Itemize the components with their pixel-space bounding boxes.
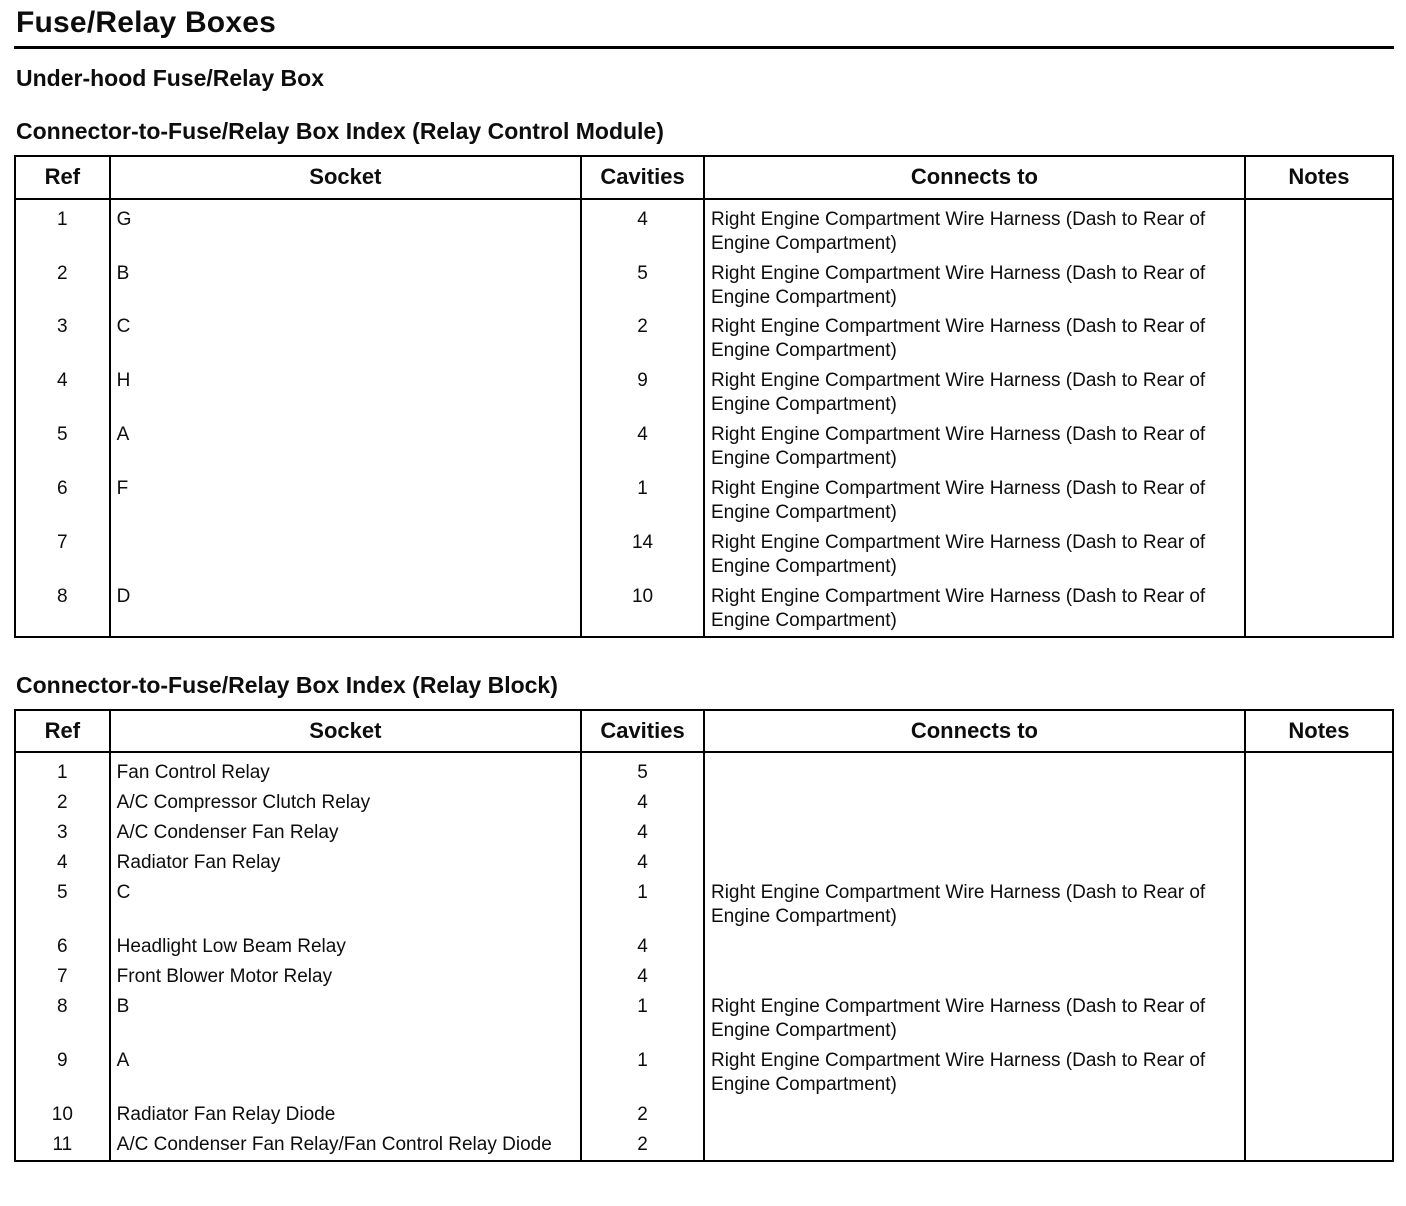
cavities-cell: 4: [581, 962, 704, 992]
table-row: [15, 259, 1393, 313]
cavities-cell: 1: [581, 878, 704, 932]
relay-block-title: Connector-to-Fuse/Relay Box Index (Relay Block): [16, 671, 558, 698]
notes-cell: [1245, 528, 1393, 582]
cavities-cell: 4: [581, 420, 704, 474]
column-header-notes: Notes: [1245, 710, 1393, 753]
cavities-cell: 4: [581, 848, 704, 878]
notes-cell: [1245, 366, 1393, 420]
ref-cell: 2: [57, 262, 68, 284]
connects-to-cell: Right Engine Compartment Wire Harness (Dash to Rear of Engine Compartment): [704, 366, 1245, 420]
table-header: [15, 156, 1393, 199]
ref-cell: 5: [57, 882, 68, 904]
connects-to-cell: Right Engine Compartment Wire Harness (Dash to Rear of Engine Compartment): [704, 312, 1245, 366]
socket-cell: C: [110, 312, 581, 366]
notes-cell: [1245, 878, 1393, 932]
connects-to-cell: Right Engine Compartment Wire Harness (Dash to Rear of Engine Compartment): [704, 420, 1245, 474]
table-row: [15, 474, 1393, 528]
connects-to-cell: [704, 1100, 1245, 1130]
socket-cell: Fan Control Relay: [110, 752, 581, 788]
ref-cell: 4: [57, 370, 68, 392]
table-row: [15, 962, 1393, 992]
table-row: [15, 366, 1393, 420]
socket-cell: A/C Condenser Fan Relay/Fan Control Relay Diode: [110, 1130, 581, 1161]
table-body: [15, 752, 1393, 1160]
table-body: [15, 199, 1393, 637]
ref-cell: 4: [57, 852, 68, 874]
socket-cell: A: [110, 1046, 581, 1100]
cavities-cell: 10: [581, 582, 704, 637]
table-row: [15, 878, 1393, 932]
cavities-cell: 2: [581, 1130, 704, 1161]
header-row: [15, 710, 1393, 753]
cavities-cell: 4: [581, 199, 704, 259]
table-row: [15, 752, 1393, 788]
ref-cell: 3: [57, 822, 68, 844]
notes-cell: [1245, 582, 1393, 637]
column-header-socket: Socket: [110, 710, 581, 753]
ref-cell: 6: [57, 936, 68, 958]
table-row: [15, 1100, 1393, 1130]
column-header-ref: Ref: [15, 710, 110, 753]
socket-cell: Radiator Fan Relay Diode: [110, 1100, 581, 1130]
relay-block-table: [14, 709, 1394, 1162]
notes-cell: [1245, 962, 1393, 992]
table-header: [15, 710, 1393, 753]
ref-cell: 1: [57, 762, 68, 784]
ref-cell: 8: [57, 585, 68, 607]
connects-to-cell: Right Engine Compartment Wire Harness (Dash to Rear of Engine Compartment): [704, 1046, 1245, 1100]
notes-cell: [1245, 848, 1393, 878]
notes-cell: [1245, 259, 1393, 313]
column-header-notes: Notes: [1245, 156, 1393, 199]
cavities-cell: 4: [581, 932, 704, 962]
cavities-cell: 2: [581, 312, 704, 366]
notes-cell: [1245, 752, 1393, 788]
ref-cell: 5: [57, 424, 68, 446]
socket-cell: Front Blower Motor Relay: [110, 962, 581, 992]
table-row: [15, 199, 1393, 259]
column-header-cavities: Cavities: [581, 156, 704, 199]
notes-cell: [1245, 474, 1393, 528]
ref-cell: 10: [51, 1103, 73, 1125]
cavities-cell: 1: [581, 992, 704, 1046]
notes-cell: [1245, 818, 1393, 848]
ref-cell: 7: [57, 966, 68, 987]
table-row: [15, 932, 1393, 962]
socket-cell: Headlight Low Beam Relay: [110, 932, 581, 962]
notes-cell: [1245, 1100, 1393, 1130]
connects-to-cell: Right Engine Compartment Wire Harness (Dash to Rear of Engine Compartment): [704, 582, 1245, 637]
notes-cell: [1245, 199, 1393, 259]
table-row: [15, 528, 1393, 582]
relay-control-module-section: [14, 118, 1394, 638]
table-row: [15, 1130, 1393, 1161]
connects-to-cell: Right Engine Compartment Wire Harness (Dash to Rear of Engine Compartment): [704, 199, 1245, 259]
ref-cell: 3: [57, 316, 68, 338]
header-row: [15, 156, 1393, 199]
notes-cell: [1245, 1046, 1393, 1100]
cavities-cell: 4: [581, 788, 704, 818]
cavities-cell: 14: [581, 528, 704, 582]
ref-cell: 7: [57, 531, 68, 553]
connects-to-cell: [704, 932, 1245, 962]
socket-cell: A/C Condenser Fan Relay: [110, 818, 581, 848]
table-row: [15, 818, 1393, 848]
notes-cell: [1245, 312, 1393, 366]
relay-control-module-title: Connector-to-Fuse/Relay Box Index (Relay Control Module): [16, 118, 664, 144]
cavities-cell: 1: [581, 1046, 704, 1100]
ref-cell: 1: [57, 208, 68, 230]
column-header-connects-to: Connects to: [704, 710, 1245, 753]
connects-to-cell: Right Engine Compartment Wire Harness (Dash to Rear of Engine Compartment): [704, 878, 1245, 932]
socket-cell: A/C Compressor Clutch Relay: [110, 788, 581, 818]
table-row: [15, 992, 1393, 1046]
connects-to-cell: Right Engine Compartment Wire Harness (Dash to Rear of Engine Compartment): [704, 259, 1245, 313]
page-title: Fuse/Relay Boxes: [16, 6, 276, 39]
cavities-cell: 1: [581, 474, 704, 528]
table-row: [15, 848, 1393, 878]
relay-control-module-table: [14, 155, 1394, 638]
title-rule: [14, 46, 1394, 49]
notes-cell: [1245, 932, 1393, 962]
table-row: [15, 420, 1393, 474]
cavities-cell: 5: [581, 259, 704, 313]
ref-cell: 8: [57, 995, 68, 1017]
socket-cell: A: [110, 420, 581, 474]
section-subtitle: Under-hood Fuse/Relay Box: [16, 65, 324, 91]
notes-cell: [1245, 788, 1393, 818]
ref-cell: 6: [57, 478, 68, 500]
connects-to-cell: [704, 752, 1245, 788]
socket-cell: H: [110, 366, 581, 420]
socket-cell: B: [110, 992, 581, 1046]
column-header-cavities: Cavities: [581, 710, 704, 753]
socket-cell: C: [110, 878, 581, 932]
socket-cell: G: [110, 199, 581, 259]
connects-to-cell: [704, 848, 1245, 878]
table-row: [15, 788, 1393, 818]
socket-cell: B: [110, 259, 581, 313]
connects-to-cell: Right Engine Compartment Wire Harness (Dash to Rear of Engine Compartment): [704, 528, 1245, 582]
connects-to-cell: [704, 818, 1245, 848]
cavities-cell: 5: [581, 752, 704, 788]
notes-cell: [1245, 1130, 1393, 1161]
connects-to-cell: Right Engine Compartment Wire Harness (Dash to Rear of Engine Compartment): [704, 474, 1245, 528]
connects-to-cell: [704, 1130, 1245, 1161]
column-header-ref: Ref: [15, 156, 110, 199]
table-row: [15, 582, 1393, 637]
ref-cell: 11: [52, 1133, 73, 1155]
notes-cell: [1245, 420, 1393, 474]
ref-cell: 9: [57, 1049, 68, 1071]
notes-cell: [1245, 992, 1393, 1046]
socket-cell: Radiator Fan Relay: [110, 848, 581, 878]
table-row: [15, 1046, 1393, 1100]
relay-block-section: [14, 672, 1394, 1162]
socket-cell: F: [110, 474, 581, 528]
connects-to-cell: [704, 788, 1245, 818]
socket-cell: [110, 528, 581, 582]
connects-to-cell: Right Engine Compartment Wire Harness (Dash to Rear of Engine Compartment): [704, 992, 1245, 1046]
cavities-cell: 9: [581, 366, 704, 420]
connects-to-cell: [704, 962, 1245, 992]
cavities-cell: 2: [581, 1100, 704, 1130]
ref-cell: 2: [57, 792, 68, 814]
table-row: [15, 312, 1393, 366]
column-header-connects-to: Connects to: [704, 156, 1245, 199]
cavities-cell: 4: [581, 818, 704, 848]
column-header-socket: Socket: [110, 156, 581, 199]
socket-cell: D: [110, 582, 581, 637]
